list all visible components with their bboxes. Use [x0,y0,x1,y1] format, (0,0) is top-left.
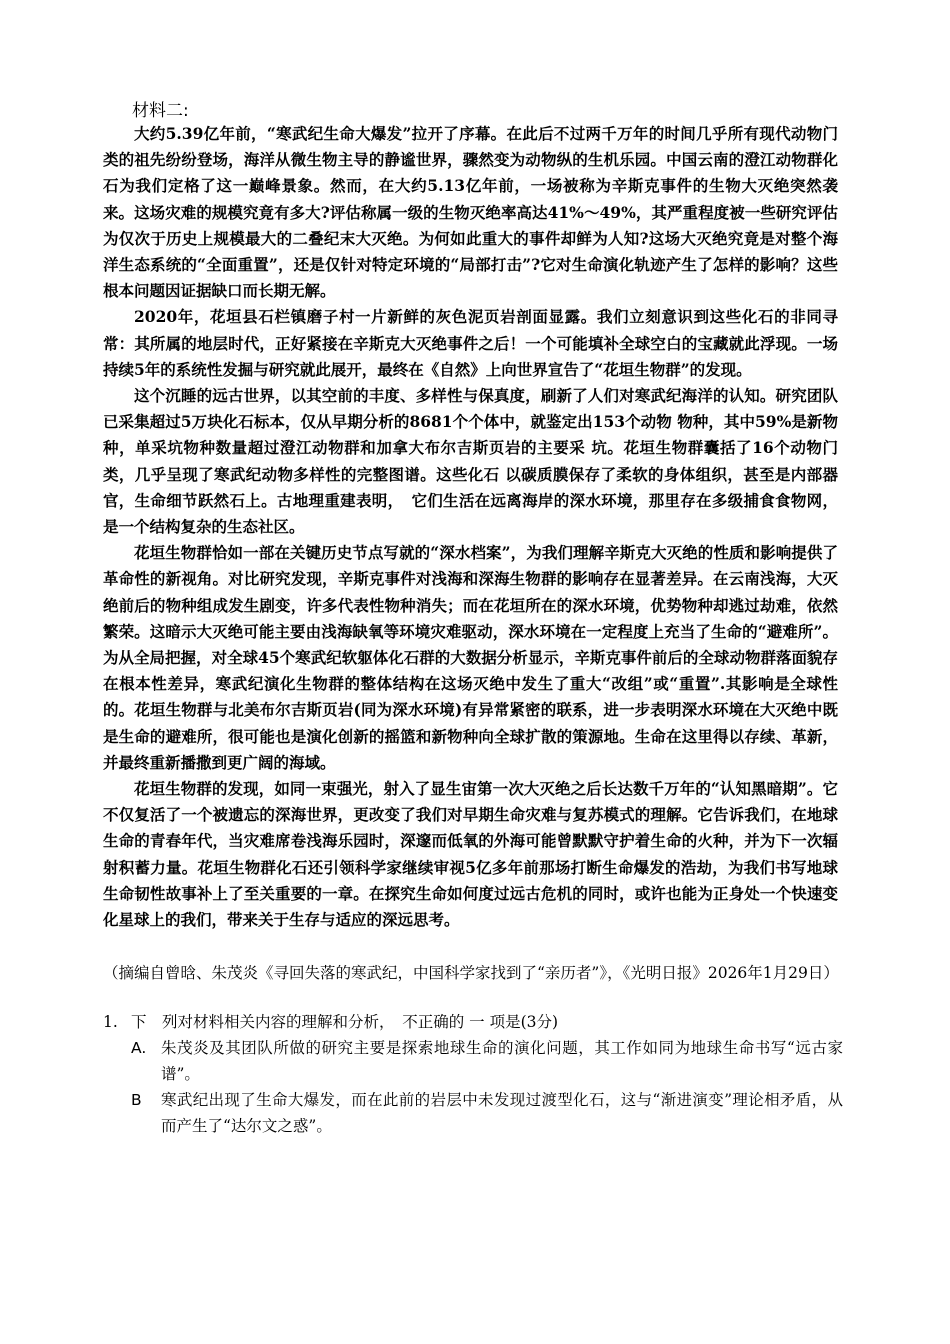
question-stem [103,1009,843,1035]
paragraph: 2020年，花垣县石栏镇磨子村一片新鲜的灰色泥页岩剖面显露。我们立刻意识到这些化石的非同寻常：其所属的地层时代，正好紧接在辛斯克大灭绝事件之后！一个可能填补全球空白的宝藏就此浮现。一场持续5年的系统性发掘与研究就此展开，最终在《自然》上向世界宣告了“花垣生物群”的发现。 [103,307,838,379]
question-text: 下 列对材料相关内容的理解和分析， 不正确的 一 项是(3分) [131,1013,559,1031]
source-citation: （摘编自曾晗、朱茂炎《寻回失落的寒武纪，中国科学家找到了“亲历者”》，《光明日报》2026年1月29日） [103,964,839,982]
question-block [103,1009,843,1139]
option-a [131,1035,843,1087]
answer-options [103,1035,843,1139]
question-number: 1. [103,1013,118,1031]
paragraph: 花垣生物群的发现，如同一束强光，射入了显生宙第一次大灭绝之后长达数千万年的“认知黑暗期”。它不仅复活了一个被遗忘的深海世界，更改变了我们对早期生命灾难与复苏模式的理解。它告诉我们，在地球生命的青春年代，当灾难席卷浅海乐园时，深邃而低氧的外海可能曾默默守护着生命的火种，并为下一次辐射积蓄力量。花垣生物群化石还引领科学家继续审视5亿多年前那场打断生命爆发的浩劫，为我们书写地球生命韧性故事补上了至关重要的一章。在探究生命如何度过远古危机的同时，或许也能为正身处一个快速变化星球上的我们，带来关于生存与适应的深远思考。 [103,779,838,930]
option-label: A. [131,1039,147,1057]
article-body [103,121,838,933]
option-text: 寒武纪出现了生命大爆发，而在此前的岩层中未发现过渡型化石，这与“渐进演变”理论相矛盾，从而产生了“达尔文之惑”。 [161,1091,843,1135]
paragraph: 花垣生物群恰如一部在关键历史节点写就的“深水档案”，为我们理解辛斯克大灭绝的性质和影响提供了革命性的新视角。对比研究发现，辛斯克事件对浅海和深海生物群的影响存在显著差异。在云南浅海，大灭绝前后的物种组成发生剧变，许多代表性物种消失；而在花垣所在的深水环境，优势物种却逃过劫难，依然繁荣。这暗示大灭绝可能主要由浅海缺氧等环境灾难驱动，深水环境在一定程度上充当了生命的“避难所”。为从全局把握，对全球45个寒武纪软躯体化石群的大数据分析显示，辛斯克事件前后的全球动物群落面貌存在根本性差异，寒武纪演化生物群的整体结构在这场灭绝中发生了重大“改组”或“重置”.其影响是全球性的。花垣生物群与北美布尔吉斯页岩(同为深水环境)有异常紧密的联系，进一步表明深水环境在大灭绝中既是生命的避难所，很可能也是演化创新的摇篮和新物种向全球扩散的策源地。生命在这里得以存续、革新，并最终重新播撒到更广阔的海域。 [103,543,838,772]
option-text: 朱茂炎及其团队所做的研究主要是探索地球生命的演化问题，其工作如同为地球生命书写“远古家谱”。 [161,1039,843,1083]
material-title: 材料二: [132,101,189,121]
paragraph: 大约5.39亿年前，“寒武纪生命大爆发”拉开了序幕。在此后不过两千万年的时间几乎所有现代动物门类的祖先纷纷登场，海洋从微生物主导的静谧世界，骤然变为动物纵的生机乐园。中国云南的澄江动物群化石为我们定格了这一巅峰景象。然而，在大约5.13亿年前，一场被称为辛斯克事件的生物大灭绝突然袭来。这场灾难的规模究竟有多大?评估称属一级的生物灭绝率高达41%～49%，其严重程度被一些研究评估为仅次于历史上规模最大的二叠纪末大灭绝。为何如此重大的事件却鲜为人知?这场大灭绝究竟是对整个海洋生态系统的“全面重置”，还是仅针对特定环境的“局部打击”?它对生命演化轨迹产生了怎样的影响？这些根本问题因证据缺口而长期无解。 [103,124,838,301]
option-label: B [131,1091,142,1109]
option-b [131,1087,843,1139]
paragraph: 这个沉睡的远古世界，以其空前的丰度、多样性与保真度，刷新了人们对寒武纪海洋的认知。研究团队已采集超过5万块化石标本，仅从早期分析的8681个个体中，就鉴定出153个动物 物种，其中59%是新物种，单采坑物种数量超过澄江动物群和加拿大布尔吉斯页岩的主要采 坑。花垣生物群囊括了16个动物门类，几乎呈现了寒武纪动物多样性的完整图谱。这些化石 以碳质膜保存了柔软的身体组织，甚至是内部器官，生命细节跃然石上。古地理重建表明， 它们生活在远离海岸的深水环境，那里存在多级捕食食物网，是一个结构复杂的生态社区。 [103,386,838,537]
